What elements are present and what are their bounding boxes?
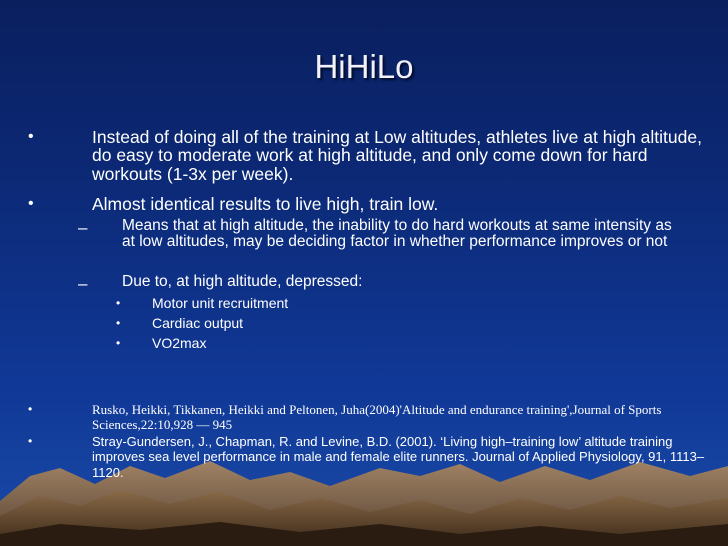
slide-title: HiHiLo: [314, 48, 414, 85]
bullet-marker: •: [28, 195, 34, 212]
bullet-marker: •: [116, 336, 121, 350]
bullet-text: Almost identical results to live high, train low.: [92, 194, 439, 214]
bullet-text: Instead of doing all of the training at Low altitudes, athletes live at high altitude, do easy to moderate work at high altitude, and only come down for hard workouts (1-3x per week).: [92, 127, 702, 184]
bullet-marker: •: [28, 434, 33, 448]
sub-sub-bullet-text: Motor unit recruitment: [152, 295, 289, 311]
dash-marker: –: [78, 274, 88, 293]
bullet-marker: •: [28, 402, 33, 416]
bullet-marker: •: [116, 316, 121, 330]
bullet-marker: •: [116, 296, 121, 310]
sub-sub-bullet-text: Cardiac output: [152, 315, 244, 331]
sub-bullet-text: Due to, at high altitude, depressed:: [122, 273, 363, 290]
dash-marker: –: [78, 218, 88, 237]
sub-sub-bullet-text: VO2max: [152, 335, 207, 351]
reference-text: Stray-Gundersen, J., Chapman, R. and Levine, B.D. (2001). ‘Living high–training low’ altitude training improves sea level performance in male and female elite runners. Journal of Applied Physiology, 91, 1113–1120.: [92, 434, 705, 480]
reference-text: Rusko, Heikki, Tikkanen, Heikki and Peltonen, Juha(2004)'Altitude and endurance training',Journal of Sports Sciences,22:10,928 — 945: [92, 402, 662, 433]
sub-bullet-text: Means that at high altitude, the inability to do hard workouts at same intensity as at low altitudes, may be deciding factor in whether performance improves or not: [122, 217, 672, 251]
bullet-marker: •: [28, 128, 34, 145]
